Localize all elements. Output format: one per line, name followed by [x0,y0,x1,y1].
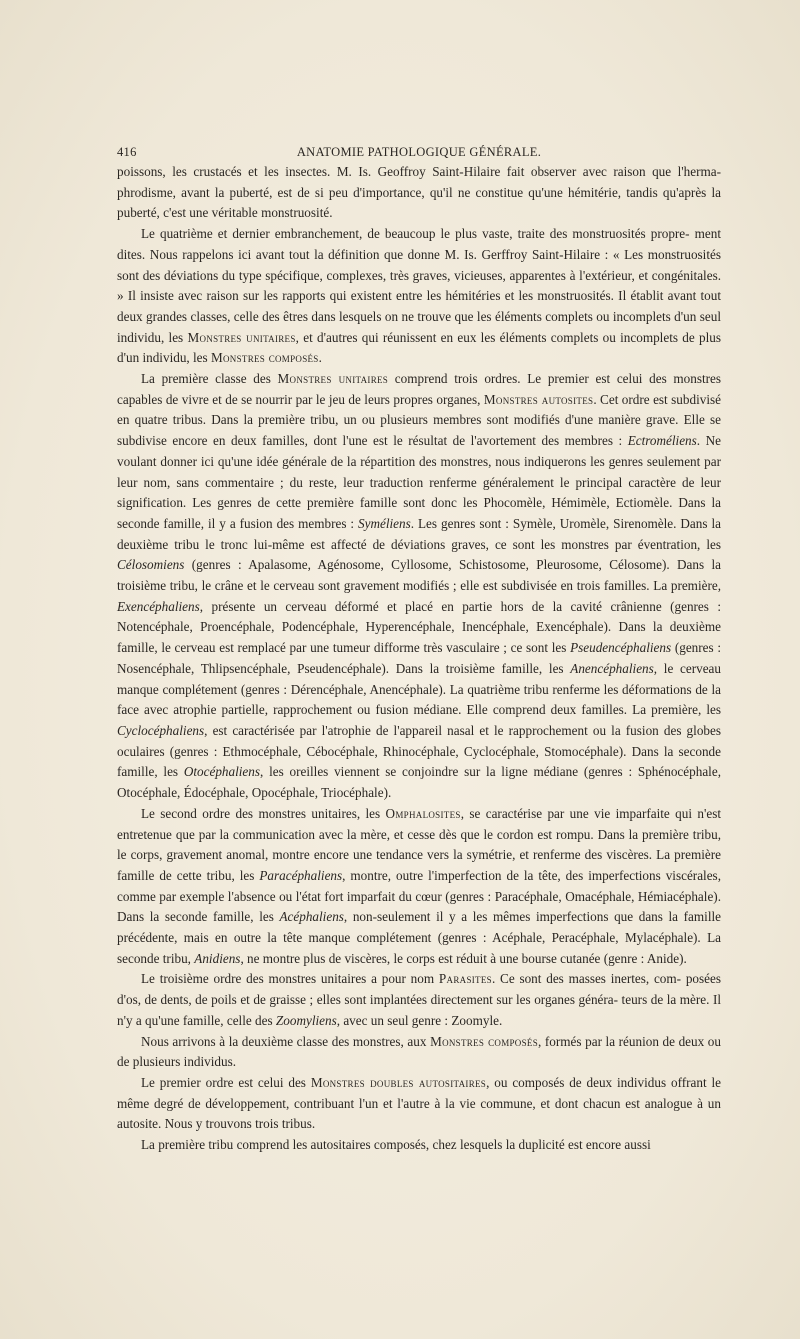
text-run: , montre, outre l'imperfection de la tête, des imperfections viscérales, comme par exemple l'absence ou l'état fort imparfait du cœur (genres : Paracéphale, Omacéphale, Hémiacéphale). Dans la seconde famille, les [117,867,721,925]
text-run: poissons, les crustacés et les insectes. M. Is. Geoffroy Saint-Hilaire fait observer avec raison que l'herma- phrodisme, avant la puberté, est de si peu d'importance, qu'il ne constitue qu'une hémitérie, tandis qu'après la puberté, c'est une véritable monstruosité. [117,164,721,221]
italic-term: Célosomiens [117,557,185,573]
text-run: , est caractérisée par l'atrophie de l'appareil nasal et le rapprochement ou la fusion des globes oculaires (genres : Ethmocéphale, Cébocéphale, Rhinocéphale, Cyclocéphale, Stomocéphale). Dans la seconde famille, les [117,722,721,780]
text-run: Le quatrième et dernier embranchement, de beaucoup le plus vaste, traite des monstruosités propre- ment dites. Nous rappelons ici avant tout la définition que donne M. Is. Gerffroy Saint-Hilaire : « Les monstruosités sont des déviations du type spécifique, complexes, très graves, vicieuses, apparentes à l'extérieur, et congénitales. » Il insiste avec raison sur les rapports qui existent entre les hémitéries et les monstruosités. Il établit avant tout deux grandes classes, celle des êtres dans lesquels on ne trouve que les éléments complets ou incomplets d'un seul individu, les [117,226,721,345]
italic-term: Zoomyliens [275,1012,337,1028]
italic-term: Anidiens [194,950,241,966]
text-run: , non-seulement il y a les mêmes imperfections que dans la famille précédente, mais en outre la tête manque complétement (genres : Acéphale, Peracéphale, Mylacéphale). La seconde tribu, [117,909,721,966]
running-title: ANATOMIE PATHOLOGIQUE GÉNÉRALE. [296,145,542,159]
text-run: . Ne voulant donner ici qu'une idée générale de la répartition des monstres, nous indiquerons les genres seulement par leur nom, sans commentaire ; du reste, leur traduction renferme généralement le principal caractère de leur signification. Les genres de cette première famille sont donc les Phocomèle, Hémimèle, Ectiomèle. Dans la seconde famille, il y a fusion des membres : [117,433,721,531]
italic-term: Ectroméliens [627,433,697,449]
small-caps-term: Omphalosites [385,805,461,821]
italic-term: Paracéphaliens [259,867,343,883]
text-run: , ne montre plus de viscères, le corps est réduit à une bourse cutanée (genre : Anide). [240,950,687,966]
small-caps-term: Monstres composés [210,350,319,366]
paragraph [117,1073,721,1135]
italic-term: Acéphaliens [279,909,344,925]
text-run: . Cet ordre est subdivisé en quatre tribus. Dans la première tribu, un ou plusieurs membres sont modifiés d'une manière grave. Elle se subdivise encore en deux familles, dont l'une est le résultat de l'avortement des membres : [117,391,721,449]
text-run: Le premier ordre est celui des [141,1074,311,1090]
body-text [117,162,721,1156]
small-caps-term: Monstres unitaires [277,371,389,387]
small-caps-term: Monstres doubles autositaires [310,1074,487,1090]
italic-term: Otocéphaliens [183,764,261,780]
text-run: comprend trois ordres. Le premier est celui des monstres capables de vivre et de se nourrir par le jeu de leurs propres organes, [117,371,721,407]
paragraph [117,969,721,1031]
text-run: , et d'autres qui réunissent en eux les éléments complets ou incomplets de plus d'un individu, les [117,329,721,366]
text-run: , les oreilles viennent se conjoindre sur la ligne médiane (genres : Sphénocéphale, Otocéphale, Édocéphale, Opocéphale, Triocéphale). [117,764,721,801]
italic-term: Anencéphaliens [570,660,654,676]
small-caps-term: Parasites [438,971,492,987]
text-run: (genres : Apalasome, Agénosome, Cyllosome, Schistosome, Pleurosome, Célosome). Dans la troisième tribu, le crâne et le cerveau sont gravement modifiés ; elle est subdivisée en trois familles. La première, [117,557,721,594]
italic-term: Exencéphaliens [117,598,200,614]
paragraph [117,804,721,970]
text-run: Nous arrivons à la deuxième classe des monstres, aux [141,1033,431,1049]
small-caps-term: Monstres unitaires [187,329,296,345]
paragraph [117,369,721,804]
text-run: . [318,350,322,366]
paragraph [117,1135,721,1156]
italic-term: Cyclocéphaliens [117,722,205,738]
text-run: , présente un cerveau déformé et placé en partie hors de la cavité crânienne (genres : Notencéphale, Proencéphale, Podencéphale, Hyperencéphale, Inencéphale, Exencéphale). Dans la deuxième famille, le cerveau est remplacé par une tumeur difforme très vasculaire ; ce sont les [117,598,721,656]
page-number: 416 [117,145,137,159]
italic-term: Pseudencéphaliens [570,640,672,656]
text-run: Le troisième ordre des monstres unitaires a pour nom [141,971,439,987]
text-run: , formés par la réunion de deux ou de plusieurs individus. [117,1033,721,1070]
running-header [117,145,721,163]
italic-term: Syméliens [358,515,411,531]
text-run: . Les genres sont : Symèle, Uromèle, Sirenomèle. Dans la deuxième tribu le tronc lui-même est affecté de déviations graves, ce sont les monstres par éventration, les [117,515,721,552]
text-run: , se caractérise par une vie imparfaite qui n'est entretenue que par la communication avec la mère, et cesse dès que le cordon est rompu. Dans la première tribu, le corps, gravement anomal, montre encore une tendance vers la symétrie, et renferme des viscères. La première famille de cette tribu, les [117,805,721,883]
paragraph [117,224,721,369]
small-caps-term: Monstres composés [430,1033,539,1049]
text-run: Le second ordre des monstres unitaires, les [141,805,386,821]
text-run: , ou composés de deux individus offrant le même degré de développement, contribuant l'un et l'autre à la vie commune, et dont chacun est analogue à un autosite. Nous y trouvons trois tribus. [117,1074,722,1132]
text-run: . Ce sont des masses inertes, com- posées d'os, de dents, de poils et de graisse ; elles sont implantées directement sur les organes généra- teurs de la mère. Il n'y a qu'une famille, celle des [117,971,721,1028]
text-run: La première tribu comprend les autositaires composés, chez lesquels la duplicité est encore aussi [141,1137,651,1153]
paragraph [117,1032,721,1073]
text-run: (genres : Nosencéphale, Thlipsencéphale, Pseudencéphale). Dans la troisième famille, les [117,640,721,676]
text-run: , le cerveau manque complétement (genres : Dérencéphale, Anencéphale). La quatrième tribu renferme les déformations de la face avec atrophie partielle, rapprochement ou fusion médiane. Elle comprend deux familles. La première, les [117,660,721,718]
text-run: , avec un seul genre : Zoomyle. [336,1012,503,1028]
paragraph [117,162,721,224]
small-caps-term: Monstres autosites [483,391,594,407]
text-run: La première classe des [141,371,278,387]
